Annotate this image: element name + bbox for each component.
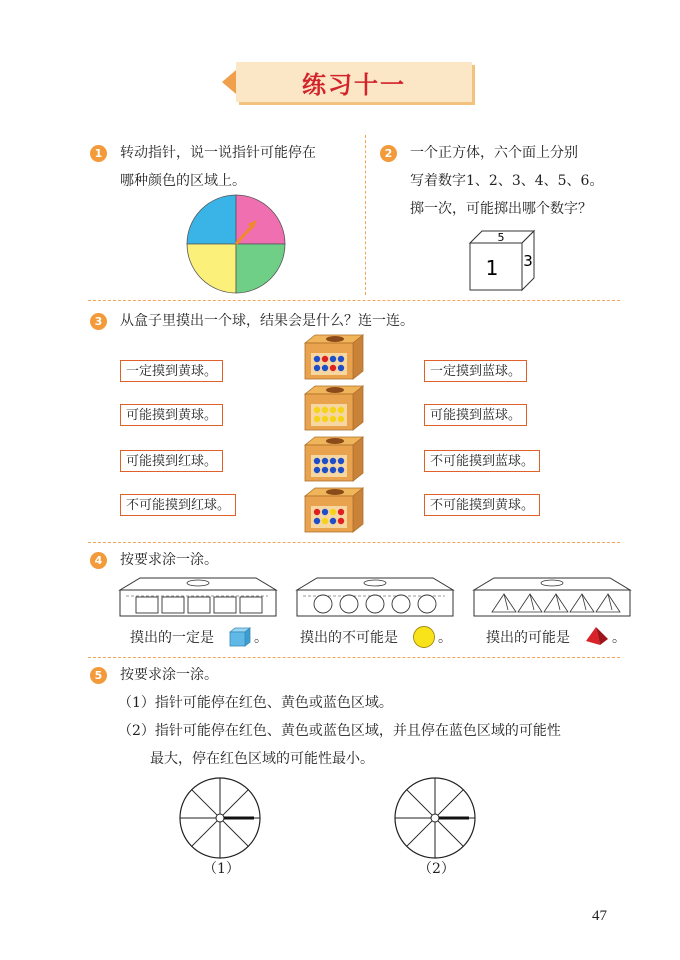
ball-boxes [303, 333, 365, 535]
tray-balls [295, 576, 455, 618]
q5-sub1: （1）指针可能停在红色、黄色或蓝色区域。 [118, 695, 393, 711]
section-divider-1 [88, 300, 620, 301]
title-box [236, 62, 472, 102]
question-number-2: 2 [380, 145, 397, 162]
tray-pyramids [472, 576, 632, 618]
spinner-four-color [185, 193, 287, 295]
caption-must-be: 摸出的一定是 [130, 630, 214, 646]
vertical-divider [365, 135, 366, 295]
right-option-4[interactable]: 不可能摸到黄球。 [424, 494, 540, 516]
box-4 [305, 488, 363, 532]
caption-punct-1: 。 [254, 630, 268, 646]
left-option-1[interactable]: 一定摸到黄球。 [120, 360, 223, 382]
section-divider-2 [88, 542, 620, 543]
question-number-1: 1 [90, 145, 107, 162]
spinner-blue-sector [187, 195, 236, 244]
pyramid-icon [584, 625, 610, 647]
box-1 [305, 335, 363, 379]
cube-front-number: 1 [485, 256, 499, 280]
spinner-label-2: （2） [418, 861, 455, 877]
right-option-1[interactable]: 一定摸到蓝球。 [424, 360, 527, 382]
left-option-2[interactable]: 可能摸到黄球。 [120, 404, 223, 426]
q5-sub2-line1: （2）指针可能停在红色、黄色或蓝色区域，并且停在蓝色区域的可能性 [118, 723, 561, 739]
cube-top-number: 5 [497, 231, 505, 244]
page-number: 47 [592, 908, 607, 924]
spinner-yellow-sector [187, 244, 236, 293]
q4-text: 按要求涂一涂。 [120, 552, 218, 568]
box-3 [305, 437, 363, 481]
left-option-3[interactable]: 可能摸到红球。 [120, 450, 223, 472]
ball-icon [412, 625, 436, 649]
number-cube [468, 229, 540, 293]
q3-text: 从盒子里摸出一个球，结果会是什么？连一连。 [120, 313, 414, 329]
question-number-4: 4 [90, 552, 107, 569]
question-number-5: 5 [90, 667, 107, 684]
spinner-eight-sector-1[interactable] [178, 776, 262, 860]
left-option-4[interactable]: 不可能摸到红球。 [120, 494, 236, 516]
q5-text: 按要求涂一涂。 [120, 667, 218, 683]
question-number-3: 3 [90, 313, 107, 330]
q1-text-line1: 转动指针，说一说指针可能停在 [120, 145, 316, 161]
cube-side-number: 3 [523, 252, 533, 270]
q1-text-line2: 哪种颜色的区域上。 [120, 173, 246, 189]
box-2 [305, 386, 363, 430]
section-divider-3 [88, 657, 620, 658]
q2-text-line2: 写着数字1、2、3、4、5、6。 [410, 173, 604, 189]
q2-text-line1: 一个正方体，六个面上分别 [410, 145, 578, 161]
right-option-3[interactable]: 不可能摸到蓝球。 [424, 450, 540, 472]
cube-icon [228, 626, 252, 648]
caption-punct-2: 。 [438, 630, 452, 646]
spinner-label-1: （1） [203, 861, 240, 877]
caption-may-be: 摸出的可能是 [486, 630, 570, 646]
page-title: 练习十一 [302, 69, 406, 99]
spinner-eight-sector-2[interactable] [393, 776, 477, 860]
q2-text-line3: 掷一次，可能掷出哪个数字？ [410, 201, 592, 217]
page-title-banner [222, 62, 474, 106]
caption-cannot-be: 摸出的不可能是 [300, 630, 398, 646]
spinner-green-sector [236, 244, 285, 293]
tray-cubes [118, 576, 278, 618]
q5-sub2-line2: 最大，停在红色区域的可能性最小。 [150, 751, 374, 767]
caption-punct-3: 。 [612, 630, 626, 646]
right-option-2[interactable]: 可能摸到蓝球。 [424, 404, 527, 426]
banner-arrow-icon [222, 70, 236, 94]
